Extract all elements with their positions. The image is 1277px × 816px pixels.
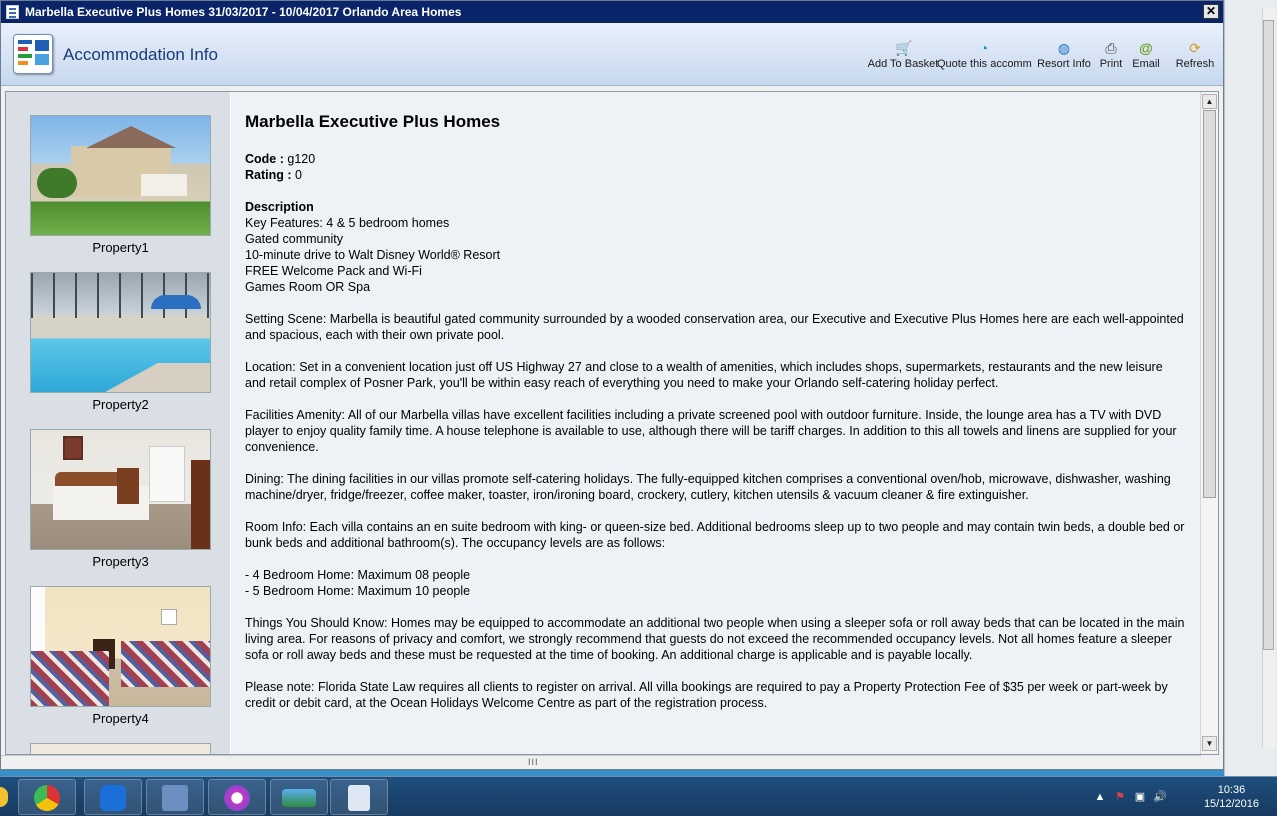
landscape-app-icon: [282, 789, 316, 807]
property-caption: Property2: [92, 397, 149, 412]
scroll-thumb[interactable]: [1203, 110, 1216, 498]
quote-label: Quote this accomm: [937, 58, 1032, 70]
taskbar-calculator[interactable]: [330, 779, 388, 815]
location-text: Location: Set in a convenient location just off US Highway 27 and close to a wealth of amenities, which includes shops, supermarkets, restaurants and the new leisure and retail complex of Posner Park, you'll be within easy reach of everything you need to make your Orlando self-catering holiday perfect.: [245, 360, 1163, 390]
property-thumbnail[interactable]: [30, 586, 211, 726]
email-label: Email: [1132, 58, 1160, 70]
system-tray: [1087, 777, 1277, 816]
header: [1, 24, 1223, 86]
code-value: g120: [283, 152, 316, 166]
taskbar-itunes[interactable]: [208, 779, 266, 815]
accommodation-logo-icon: [13, 34, 53, 74]
property-gallery: [6, 92, 230, 754]
print-button[interactable]: [1097, 40, 1125, 80]
resort-info-label: Resort Info: [1037, 58, 1091, 70]
calculator-icon: [348, 785, 370, 811]
start-button-partial[interactable]: [0, 787, 8, 807]
property-photo-twin-bedroom[interactable]: [30, 586, 211, 707]
room-info-text: Room Info: Each villa contains an en suite bedroom with king- or queen-size bed. Additional bedrooms sleep up to two people and may contain twin beds, a double bed or bunk beds and additional bathroom(s). The occupancy levels are as follows:: [245, 520, 1185, 550]
printer-icon: ⎙: [1105, 40, 1117, 56]
action-center-flag-icon[interactable]: ⚑: [1115, 791, 1125, 803]
email-button[interactable]: [1129, 40, 1163, 80]
page-title: Accommodation Info: [63, 45, 218, 64]
scroll-up-button[interactable]: ▲: [1202, 94, 1217, 109]
feature-line: Games Room OR Spa: [245, 280, 371, 294]
network-computer-icon: [162, 785, 188, 811]
please-note-text: Please note: Florida State Law requires all clients to register on arrival. All villa bookings are required to pay a Property Protection Fee of $35 per week or part-week by credit or debit card, at the Ocean Holidays Welcome Centre as part of the registration process.: [245, 680, 1168, 710]
refresh-label: Refresh: [1175, 58, 1215, 70]
property-photo-pool[interactable]: [30, 272, 211, 393]
rating-label: Rating :: [245, 168, 292, 182]
property-thumbnail[interactable]: [30, 272, 211, 412]
property-caption: Property1: [92, 240, 149, 255]
property-photo-house-exterior[interactable]: [30, 115, 211, 236]
vertical-scrollbar[interactable]: [1200, 92, 1218, 754]
property-thumbnail[interactable]: [30, 743, 211, 754]
feature-line: Gated community: [245, 232, 343, 246]
rating-value: 0: [291, 168, 302, 182]
clock-date: 15/12/2016: [1203, 798, 1259, 810]
itunes-icon: [224, 785, 250, 811]
taskbar-landscape-app[interactable]: [270, 779, 328, 815]
refresh-icon: ⟳: [1189, 40, 1201, 56]
feature-line: FREE Welcome Pack and Wi-Fi: [245, 264, 422, 278]
window-title: Marbella Executive Plus Homes 31/03/2017 - 10/04/2017 Orlando Area Homes: [25, 5, 462, 19]
feature-line: Key Features: 4 & 5 bedroom homes: [245, 216, 450, 230]
property-photo-partial[interactable]: [30, 743, 211, 754]
accommodation-name: Marbella Executive Plus Homes: [245, 112, 501, 131]
globe-icon: ◍: [1057, 40, 1071, 56]
property-thumbnail[interactable]: [30, 429, 211, 569]
background-scroll-thumb[interactable]: [1263, 20, 1274, 650]
title-bar: [1, 1, 1223, 23]
background-window: [1224, 0, 1277, 776]
clock[interactable]: [1204, 783, 1259, 811]
print-label: Print: [1099, 58, 1123, 70]
add-to-basket-button[interactable]: [867, 40, 939, 80]
ccleaner-icon: [100, 785, 126, 811]
show-hidden-icons-icon[interactable]: ▲: [1094, 791, 1106, 803]
property-caption: Property4: [92, 711, 149, 726]
accommodation-details: [231, 92, 1200, 754]
description-block: [245, 199, 1186, 295]
setting-scene-text: Setting Scene: Marbella is beautiful gated community surrounded by a wooded conservation area, our Executive and Executive Plus Homes here are each well-appointed and spacious, each with their own private pool.: [245, 312, 1184, 342]
taskbar-chrome[interactable]: [18, 779, 76, 815]
resort-info-button[interactable]: [1033, 40, 1095, 80]
basket-icon: 🛒: [895, 40, 913, 56]
taskbar-network[interactable]: [146, 779, 204, 815]
property-caption: Property3: [92, 554, 149, 569]
description-heading: Description: [245, 200, 314, 214]
quote-button[interactable]: [937, 40, 1031, 80]
network-icon[interactable]: ▣: [1134, 791, 1146, 803]
close-button[interactable]: ✕: [1203, 4, 1219, 19]
taskbar: [0, 776, 1277, 816]
chrome-icon: [34, 785, 60, 811]
refresh-button[interactable]: [1169, 40, 1221, 80]
feature-line: 10-minute drive to Walt Disney World® Resort: [245, 248, 501, 262]
occupancy-list: [245, 567, 1186, 599]
property-thumbnail[interactable]: [30, 115, 211, 255]
quote-icon: ◔: [979, 40, 989, 56]
things-to-know-text: Things You Should Know: Homes may be equipped to accommodate an additional two people when using a sleeper sofa or roll away beds that can be located in the main living area. For reasons of privacy and comfort, we strongly recommend that guests do not exceed the recommended occupancy levels. Not all homes feature a sleeper sofa or roll away beds and these must be requested at the time of booking. An additional charge is applicable and is payable locally.: [245, 616, 1185, 662]
taskbar-ccleaner[interactable]: [84, 779, 142, 815]
code-label: Code :: [245, 152, 284, 166]
facilities-text: Facilities Amenity: All of our Marbella villas have excellent facilities including a private screened pool with outdoor furniture. Inside, the lounge area has a TV with DVD player to enjoy quality family time. A house telephone is available to use, although there will be tariff charges. In addition to this all towels and linens are supplied for your convenience.: [245, 408, 1177, 454]
scroll-grip[interactable]: III: [528, 757, 539, 767]
horizontal-scrollbar[interactable]: [1, 755, 1201, 769]
add-to-basket-label: Add To Basket: [867, 58, 939, 70]
property-photo-bedroom[interactable]: [30, 429, 211, 550]
email-at-icon: @: [1139, 40, 1153, 56]
occupancy-item: - 4 Bedroom Home: Maximum 08 people: [245, 568, 471, 582]
clock-time: 10:36: [1217, 784, 1246, 796]
main-area: [5, 91, 1219, 755]
code-rating: [245, 151, 1186, 183]
window-icon: [6, 5, 19, 19]
dining-text: Dining: The dining facilities in our villas promote self-catering holidays. The fully-equipped kitchen comprises a conventional oven/hob, microwave, dishwasher, washing machine/dryer, fridge/freezer, coffee maker, toaster, iron/ironing board, crockery, cutlery, kitchen utensils & vacuum cleaner & fire extinguisher.: [245, 472, 1171, 502]
volume-icon[interactable]: 🔊: [1153, 791, 1167, 803]
occupancy-item: - 5 Bedroom Home: Maximum 10 people: [245, 584, 471, 598]
scroll-down-button[interactable]: ▼: [1202, 736, 1217, 751]
